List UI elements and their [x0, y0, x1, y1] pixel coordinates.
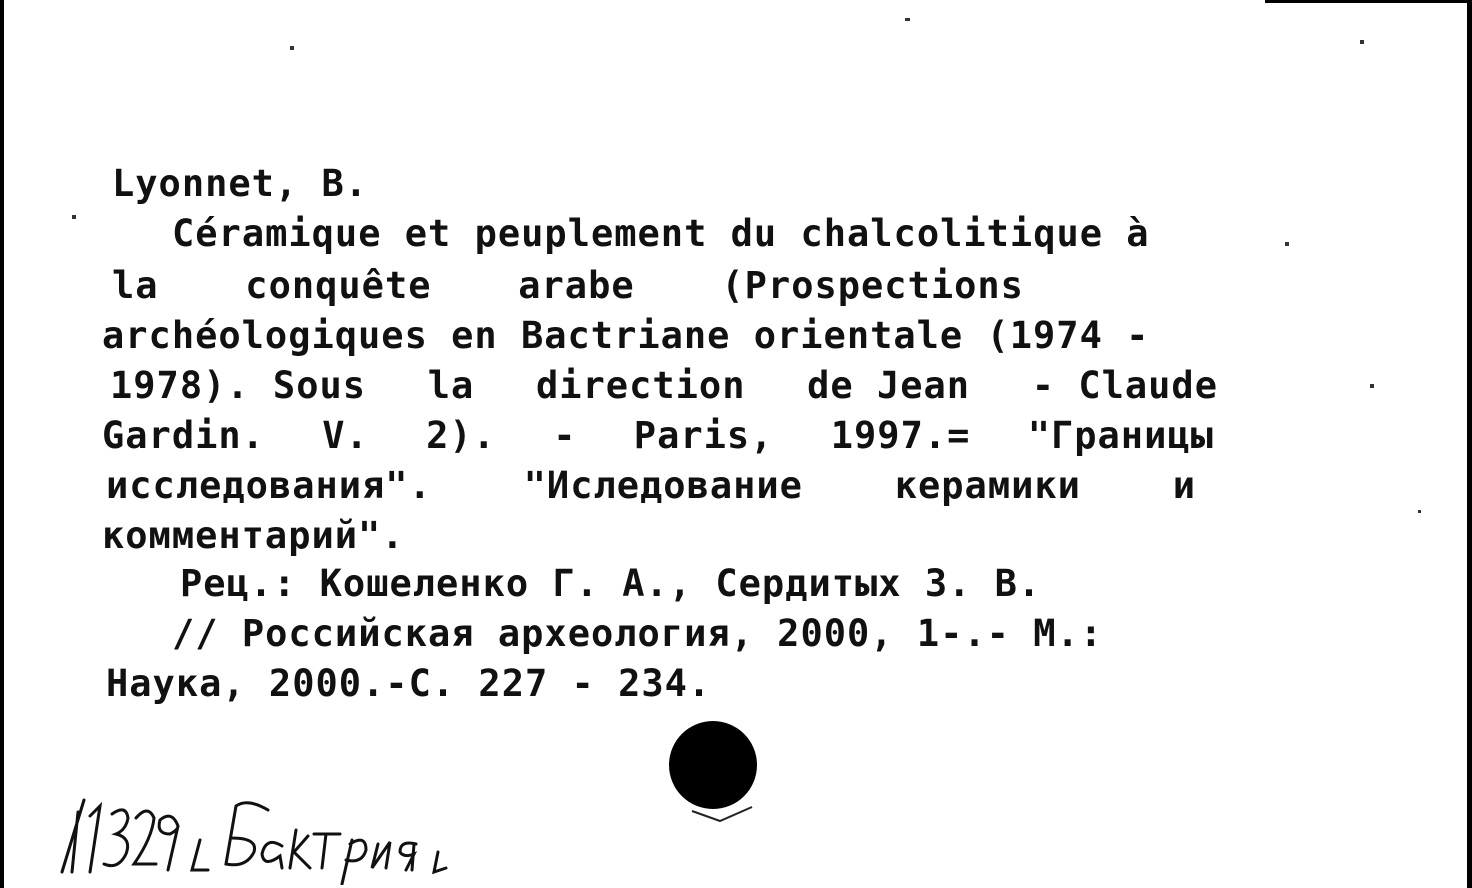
word: (Prospections: [721, 264, 1024, 307]
word: -: [553, 414, 577, 457]
word: "Иследование: [523, 464, 803, 507]
scan-speck: [1418, 510, 1421, 513]
scan-speck: [905, 18, 910, 21]
word: 1997.=: [830, 414, 971, 457]
hole-tear-mark: [690, 805, 760, 829]
scan-speck: [1360, 40, 1364, 44]
scan-speck: [1370, 384, 1374, 388]
word: arabe: [518, 264, 635, 307]
word: direction: [535, 364, 746, 407]
handwritten-shelfmark: [60, 790, 560, 885]
author-line: Lyonnet, B.: [112, 162, 369, 205]
word: керамики: [894, 464, 1081, 507]
word: 2).: [426, 414, 496, 457]
scan-speck: [1285, 242, 1289, 246]
title-line-7: комментарий".: [102, 514, 405, 557]
source-line-1: // Российская археология, 2000, 1-.- М.:: [172, 612, 1104, 655]
scan-speck: [290, 46, 294, 50]
title-line-4: [110, 366, 1218, 406]
title-line-1: Céramique et peuplement du chalcolitique à: [172, 212, 1150, 255]
punch-hole: [669, 721, 757, 809]
source-line-2: Наука, 2000.-С. 227 - 234.: [106, 662, 712, 705]
title-line-5: [102, 416, 1214, 456]
word: Paris,: [633, 414, 774, 457]
card-top-edge: [1265, 0, 1472, 3]
word: "Границы: [1027, 414, 1214, 457]
word: - Claude: [1031, 364, 1218, 407]
word: V.: [322, 414, 369, 457]
review-line: Рец.: Кошеленко Г. А., Сердитых З. В.: [180, 562, 1042, 605]
title-line-2: [112, 266, 1024, 306]
word: conquête: [245, 264, 432, 307]
card-left-edge: [0, 0, 4, 888]
scan-speck: [72, 215, 76, 219]
title-line-6: [106, 466, 1196, 506]
word: de Jean: [807, 364, 971, 407]
word: la: [427, 364, 475, 407]
word: 1978). Sous: [110, 364, 367, 407]
word: la: [112, 264, 159, 307]
word: исследования".: [106, 464, 432, 507]
title-line-3: archéologiques en Bactriane orientale (1974 -: [102, 314, 1150, 357]
word: Gardin.: [102, 414, 265, 457]
card-right-edge: [1467, 0, 1472, 888]
word: и: [1172, 464, 1196, 507]
